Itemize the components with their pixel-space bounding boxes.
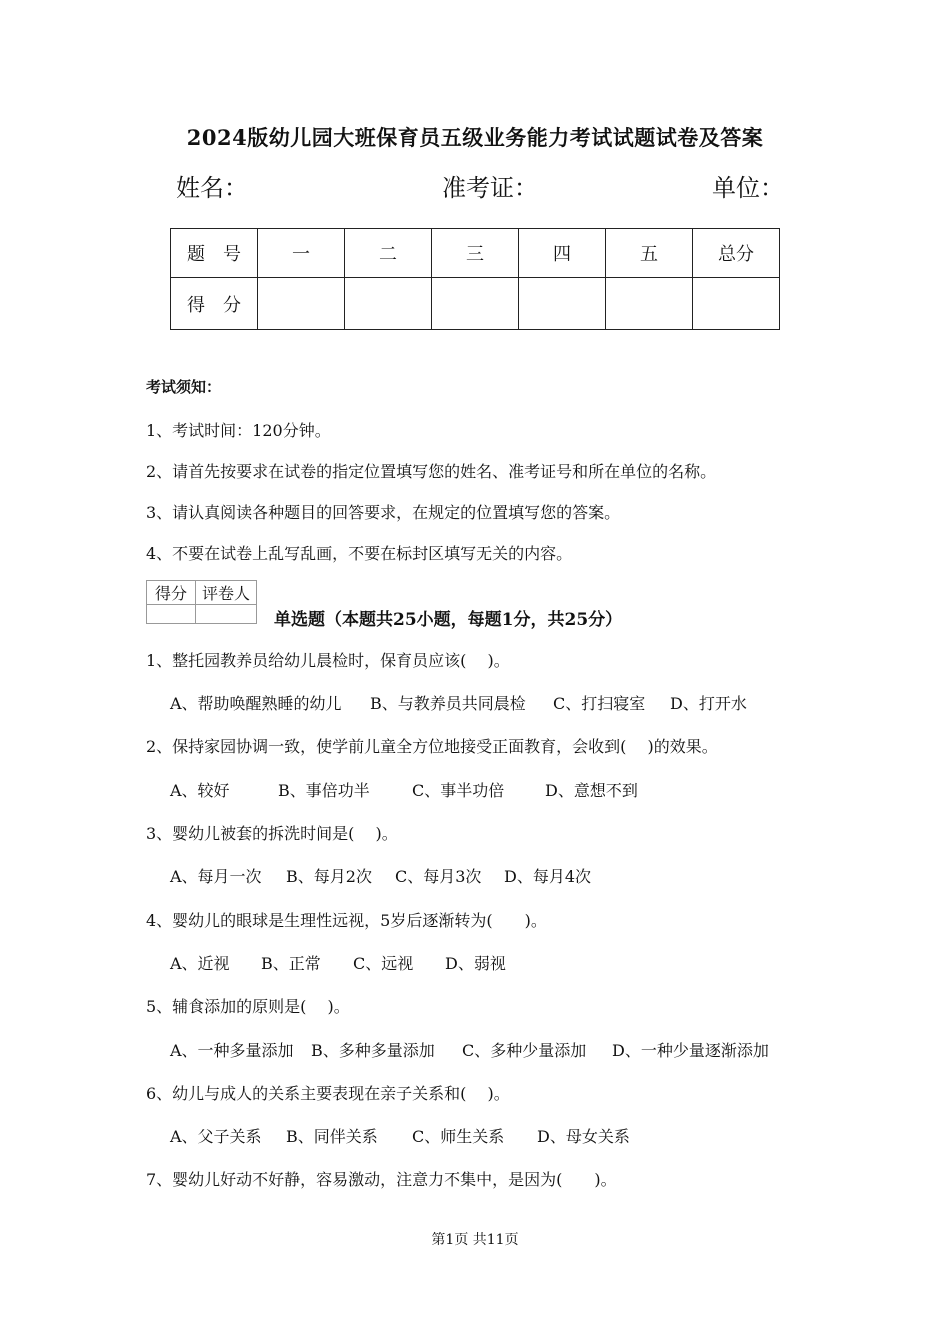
grader-score-label: 得分 <box>147 581 196 605</box>
score-row-label: 得 分 <box>171 278 258 330</box>
question-option: B、每月2次 <box>286 867 372 886</box>
unit-label: 单位： <box>712 174 784 202</box>
section-title: 单选题（本题共25小题，每题1分，共25分） <box>274 610 623 630</box>
notice-item: 1、考试时间：120分钟。 <box>146 421 331 440</box>
question-option: A、父子关系 <box>170 1127 262 1146</box>
question-option: B、事倍功半 <box>278 781 370 800</box>
score-table <box>170 228 780 330</box>
score-cell-total[interactable] <box>693 278 780 330</box>
question-option: C、远视 <box>353 954 414 973</box>
question-text: 5、辅食添加的原则是( )。 <box>146 997 350 1016</box>
question-text: 4、婴幼儿的眼球是生理性远视，5岁后逐渐转为( )。 <box>146 911 547 930</box>
question-text: 2、保持家园协调一致，使学前儿童全方位地接受正面教育，会收到( )的效果。 <box>146 737 718 756</box>
score-table-header-row <box>171 229 780 278</box>
question-text: 6、幼儿与成人的关系主要表现在亲子关系和( )。 <box>146 1084 510 1103</box>
header-cell-question-no: 题 号 <box>171 229 258 278</box>
notice-heading: 考试须知： <box>146 378 222 396</box>
notice-item: 2、请首先按要求在试卷的指定位置填写您的姓名、准考证号和所在单位的名称。 <box>146 462 717 481</box>
question-text: 1、整托园教养员给幼儿晨检时，保育员应该( )。 <box>146 651 510 670</box>
question-option: C、师生关系 <box>412 1127 505 1146</box>
grader-name-cell[interactable] <box>196 605 257 624</box>
question-option: A、帮助唤醒熟睡的幼儿 <box>170 694 342 713</box>
question-option: D、一种少量逐渐添加 <box>612 1041 769 1060</box>
question-option: A、一种多量添加 <box>170 1041 294 1060</box>
notice-item: 4、不要在试卷上乱写乱画，不要在标封区填写无关的内容。 <box>146 544 573 563</box>
question-option: D、每月4次 <box>504 867 592 886</box>
name-label: 姓名： <box>176 174 248 202</box>
question-option: A、近视 <box>170 954 230 973</box>
question-option: D、母女关系 <box>537 1127 630 1146</box>
question-option: C、事半功倍 <box>412 781 505 800</box>
page-footer: 第1页 共11页 <box>431 1232 519 1248</box>
question-option: D、意想不到 <box>545 781 638 800</box>
score-cell-3[interactable] <box>432 278 519 330</box>
question-option: B、正常 <box>261 954 321 973</box>
grader-score-cell[interactable] <box>147 605 196 624</box>
candidate-info-row <box>176 168 784 204</box>
score-table-score-row <box>171 278 780 330</box>
question-option: D、弱视 <box>445 954 506 973</box>
question-option: C、多种少量添加 <box>462 1041 587 1060</box>
question-text: 3、婴幼儿被套的拆洗时间是( )。 <box>146 824 398 843</box>
question-option: C、打扫寝室 <box>553 694 646 713</box>
header-cell-5: 五 <box>606 229 693 278</box>
notice-item: 3、请认真阅读各种题目的回答要求，在规定的位置填写您的答案。 <box>146 503 621 522</box>
header-cell-3: 三 <box>432 229 519 278</box>
question-option: B、与教养员共同晨检 <box>370 694 526 713</box>
exam-id-label: 准考证： <box>442 174 538 202</box>
question-option: D、打开水 <box>670 694 747 713</box>
question-text: 7、婴幼儿好动不好静，容易激动，注意力不集中，是因为( )。 <box>146 1170 617 1189</box>
question-option: A、较好 <box>170 781 230 800</box>
header-cell-1: 一 <box>258 229 345 278</box>
grader-name-label: 评卷人 <box>196 581 257 605</box>
header-cell-2: 二 <box>345 229 432 278</box>
score-cell-1[interactable] <box>258 278 345 330</box>
question-option: A、每月一次 <box>170 867 262 886</box>
question-option: B、多种多量添加 <box>311 1041 435 1060</box>
score-cell-2[interactable] <box>345 278 432 330</box>
grader-box <box>146 580 257 624</box>
score-cell-4[interactable] <box>519 278 606 330</box>
question-option: C、每月3次 <box>395 867 482 886</box>
header-cell-4: 四 <box>519 229 606 278</box>
question-option: B、同伴关系 <box>286 1127 378 1146</box>
header-cell-total: 总分 <box>693 229 780 278</box>
page-title: 2024版幼儿园大班保育员五级业务能力考试试题试卷及答案 <box>186 125 764 150</box>
score-cell-5[interactable] <box>606 278 693 330</box>
